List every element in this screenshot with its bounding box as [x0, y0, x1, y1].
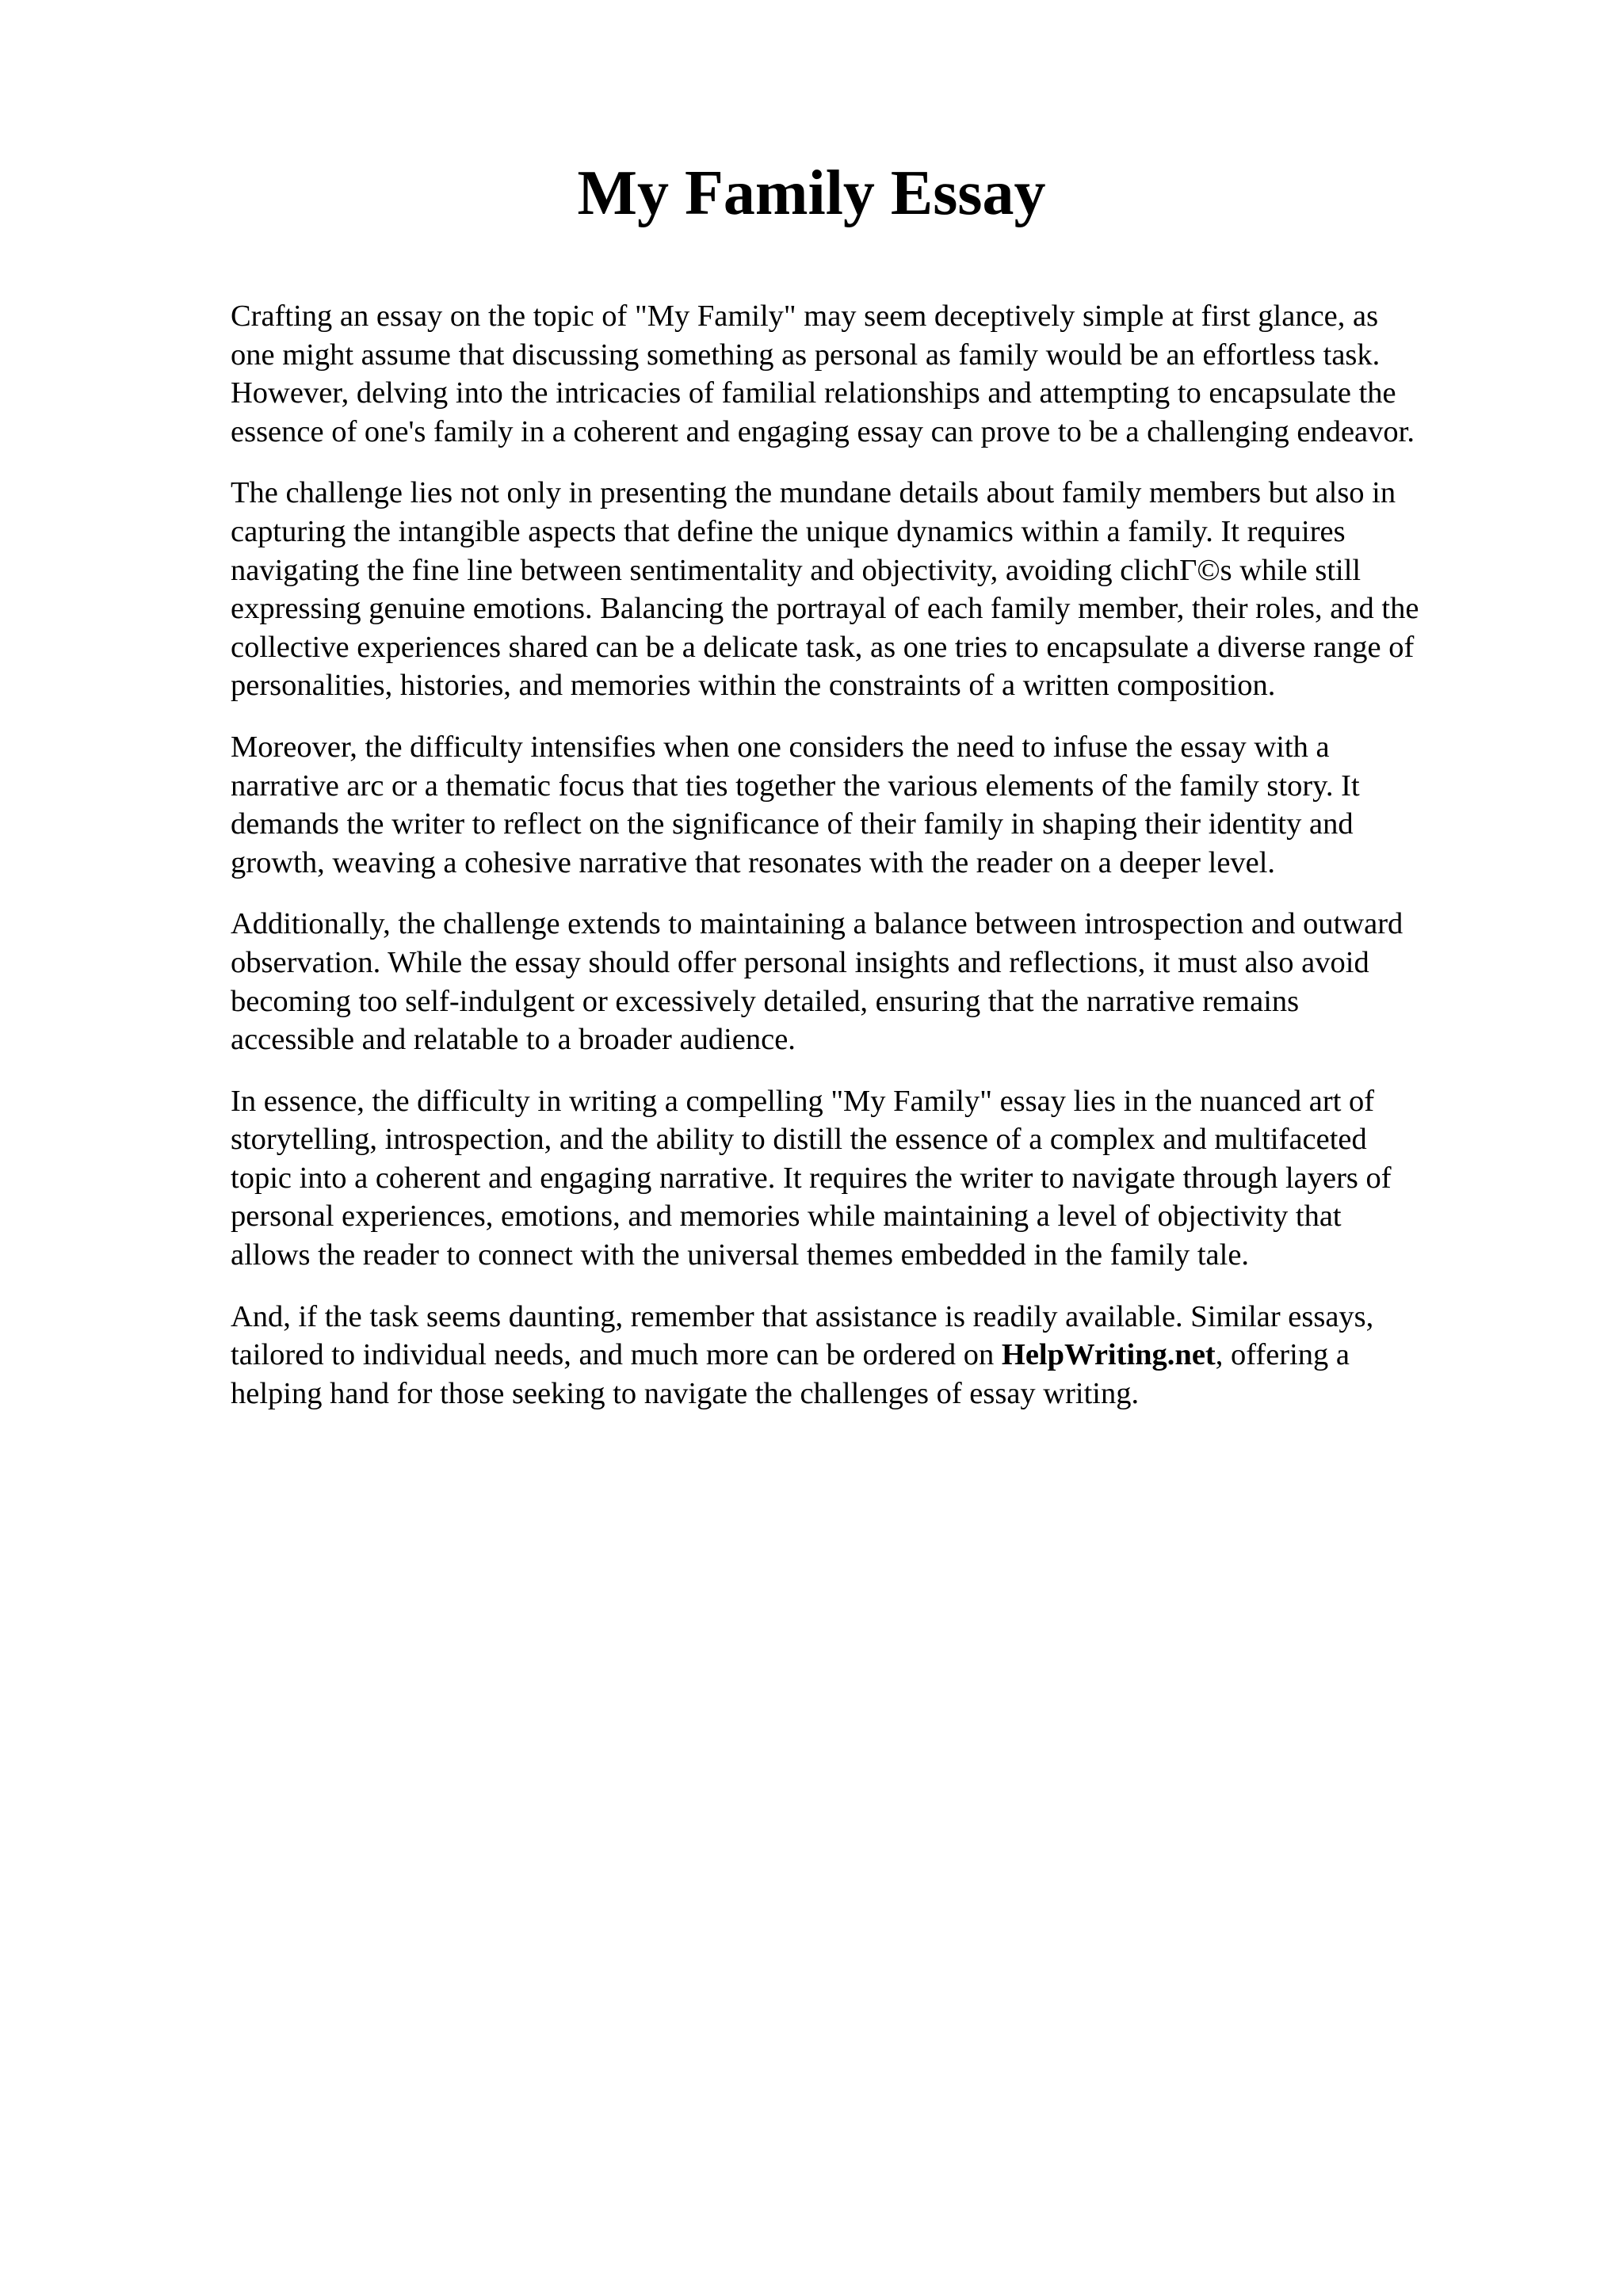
text-line: narrative arc or a thematic focus that ties together the various elements of the family story. It	[231, 769, 1360, 803]
helpwriting-link[interactable]: HelpWriting.net	[1001, 1338, 1216, 1372]
text-line: navigating the fine line between sentimentality and objectivity, avoiding clichГ©s while still	[231, 553, 1361, 587]
text-line: In essence, the difficulty in writing a compelling "My Family" essay lies in the nuanced art of	[231, 1084, 1375, 1118]
paragraph-1	[231, 297, 1538, 451]
text-line: growth, weaving a cohesive narrative that resonates with the reader on a deeper level.	[231, 845, 1276, 879]
text-line: collective experiences shared can be a delicate task, as one tries to encapsulate a diverse range of	[231, 630, 1415, 664]
paragraph-4	[231, 905, 1538, 1058]
text-line-with-link	[231, 1336, 1538, 1375]
text-line: However, delving into the intricacies of familial relationships and attempting to encapsulate the	[231, 376, 1396, 410]
text-line: accessible and relatable to a broader audience.	[231, 1023, 796, 1057]
text-line: becoming too self-indulgent or excessively detailed, ensuring that the narrative remains	[231, 984, 1300, 1018]
text-line: allows the reader to connect with the universal themes embedded in the family tale.	[231, 1238, 1250, 1272]
paragraph-2	[231, 474, 1538, 705]
text-line: topic into a coherent and engaging narrative. It requires the writer to navigate through layers of	[231, 1161, 1392, 1195]
text-fragment: , offering a	[1215, 1338, 1350, 1372]
text-line: expressing genuine emotions. Balancing the portrayal of each family member, their roles, and the	[231, 592, 1419, 626]
text-line: demands the writer to reflect on the significance of their family in shaping their identity and	[231, 807, 1354, 841]
text-line: one might assume that discussing something as personal as family would be an effortless task.	[231, 338, 1381, 372]
text-line: helping hand for those seeking to navigate the challenges of essay writing.	[231, 1376, 1140, 1410]
essay-body	[231, 297, 1538, 1436]
text-line: personal experiences, emotions, and memories while maintaining a level of objectivity that	[231, 1199, 1342, 1234]
text-fragment: tailored to individual needs, and much more can be ordered on	[231, 1338, 1002, 1372]
text-line: essence of one's family in a coherent and engaging essay can prove to be a challenging endeavor.	[231, 414, 1415, 448]
document-title: My Family Essay	[577, 158, 1046, 228]
text-line: Additionally, the challenge extends to maintaining a balance between introspection and outward	[231, 907, 1403, 941]
paragraph-5	[231, 1082, 1538, 1275]
text-line: And, if the task seems daunting, remember that assistance is readily available. Similar essays,	[231, 1299, 1374, 1333]
text-line: Crafting an essay on the topic of "My Family" may seem deceptively simple at first glance, as	[231, 299, 1379, 333]
text-line: observation. While the essay should offer personal insights and reflections, it must also avoid	[231, 945, 1369, 979]
text-line: personalities, histories, and memories within the constraints of a written composition.	[231, 669, 1276, 703]
text-line: Moreover, the difficulty intensifies when one considers the need to infuse the essay with a	[231, 730, 1330, 764]
text-line: storytelling, introspection, and the ability to distill the essence of a complex and multifaceted	[231, 1123, 1367, 1157]
closing-paragraph	[231, 1298, 1538, 1413]
text-line: The challenge lies not only in presenting the mundane details about family members but also in	[231, 476, 1396, 510]
text-line: capturing the intangible aspects that define the unique dynamics within a family. It requires	[231, 514, 1346, 548]
paragraph-3	[231, 728, 1538, 882]
